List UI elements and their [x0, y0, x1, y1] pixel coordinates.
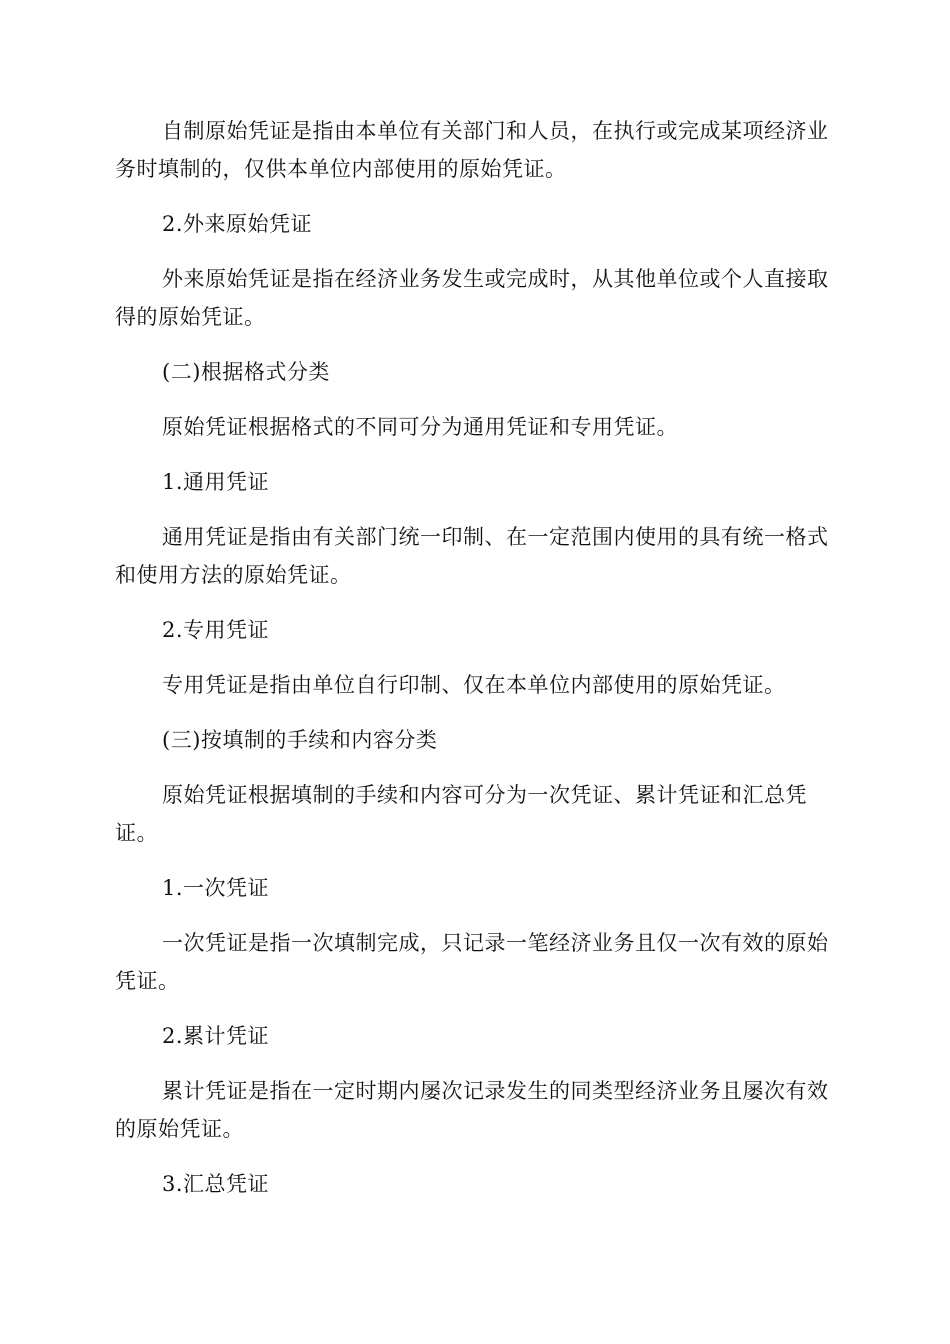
paragraph-cumulative-voucher: 累计凭证是指在一定时期内屡次记录发生的同类型经济业务且屡次有效的原始凭证。	[115, 1079, 829, 1141]
paragraph-one-time-voucher: 一次凭证是指一次填制完成，只记录一笔经济业务且仅一次有效的原始凭证。	[115, 931, 829, 993]
paragraph-procedure-classification: 原始凭证根据填制的手续和内容可分为一次凭证、累计凭证和汇总凭证。	[115, 783, 807, 845]
heading-special-voucher: 2.专用凭证	[162, 618, 270, 642]
document-body	[115, 112, 835, 1220]
paragraph-self-made-voucher: 自制原始凭证是指由本单位有关部门和人员，在执行或完成某项经济业务时填制的，仅供本单位内部使用的原始凭证。	[115, 119, 829, 181]
heading-one-time-voucher: 1.一次凭证	[162, 876, 270, 900]
paragraph-format-classification: 原始凭证根据格式的不同可分为通用凭证和专用凭证。	[162, 415, 678, 439]
paragraph-special-voucher: 专用凭证是指由单位自行印制、仅在本单位内部使用的原始凭证。	[162, 673, 786, 697]
heading-summary-voucher: 3.汇总凭证	[162, 1172, 270, 1196]
paragraph-external-voucher: 外来原始凭证是指在经济业务发生或完成时，从其他单位或个人直接取得的原始凭证。	[115, 267, 829, 329]
heading-cumulative-voucher: 2.累计凭证	[162, 1024, 270, 1048]
heading-procedure-classification: (三)按填制的手续和内容分类	[162, 728, 438, 752]
paragraph-general-voucher: 通用凭证是指由有关部门统一印制、在一定范围内使用的具有统一格式和使用方法的原始凭证。	[115, 525, 829, 587]
heading-external-voucher: 2.外来原始凭证	[162, 212, 313, 236]
heading-format-classification: (二)根据格式分类	[162, 360, 330, 384]
heading-general-voucher: 1.通用凭证	[162, 470, 270, 494]
